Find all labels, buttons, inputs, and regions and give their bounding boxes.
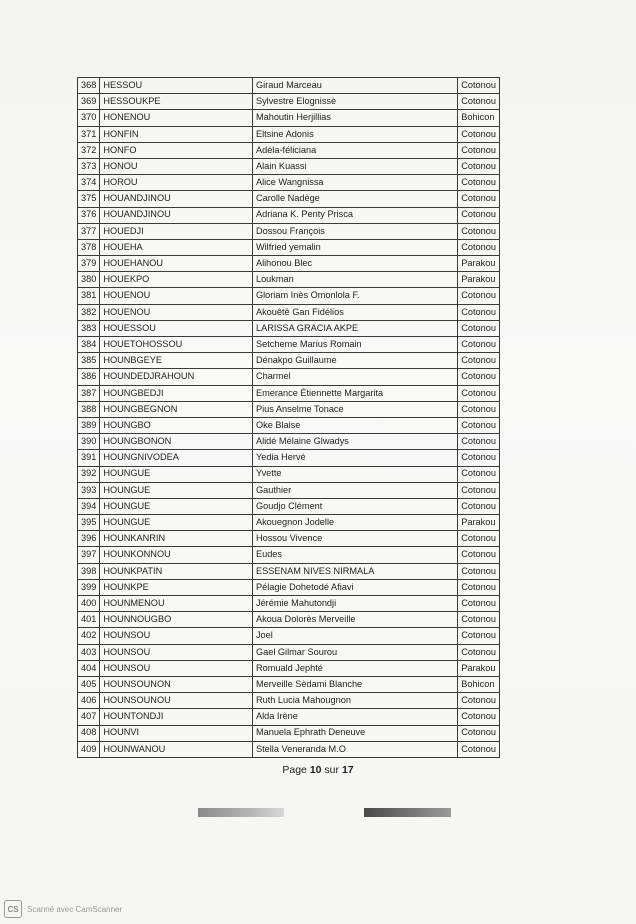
first-names-cell: Alain Kuassi <box>252 158 457 174</box>
first-names-cell: Akouegnon Jodelle <box>252 515 457 531</box>
table-row <box>78 385 500 401</box>
first-names-cell: Dénakpo Guillaume <box>252 353 457 369</box>
table-row <box>78 547 500 563</box>
last-name-cell: HESSOUKPE <box>100 94 253 110</box>
city-cell: Cotonou <box>458 385 500 401</box>
row-number-cell: 403 <box>78 644 100 660</box>
first-names-cell: Romuald Jephté <box>252 660 457 676</box>
first-names-cell: LARISSA GRACIA AKPE <box>252 320 457 336</box>
row-number-cell: 392 <box>78 466 100 482</box>
first-names-cell: Carolle Nadège <box>252 191 457 207</box>
first-names-cell: Alice Wangnissa <box>252 175 457 191</box>
first-names-cell: Gauthier <box>252 482 457 498</box>
table-row <box>78 676 500 692</box>
row-number-cell: 374 <box>78 175 100 191</box>
table-row <box>78 94 500 110</box>
first-names-cell: Loukman <box>252 272 457 288</box>
first-names-cell: Yedia Hervé <box>252 450 457 466</box>
last-name-cell: HOUNGUE <box>100 466 253 482</box>
row-number-cell: 404 <box>78 660 100 676</box>
city-cell: Cotonou <box>458 612 500 628</box>
row-number-cell: 405 <box>78 676 100 692</box>
first-names-cell: Eudes <box>252 547 457 563</box>
camscanner-logo-icon: CS <box>4 900 22 918</box>
table-row <box>78 320 500 336</box>
city-cell: Cotonou <box>458 644 500 660</box>
row-number-cell: 379 <box>78 256 100 272</box>
table-row <box>78 434 500 450</box>
table-row <box>78 78 500 94</box>
row-number-cell: 381 <box>78 288 100 304</box>
name-list-table <box>77 77 500 758</box>
table-row <box>78 498 500 514</box>
row-number-cell: 377 <box>78 223 100 239</box>
row-number-cell: 373 <box>78 158 100 174</box>
last-name-cell: HOROU <box>100 175 253 191</box>
first-names-cell: Hossou Vivence <box>252 531 457 547</box>
table-row <box>78 158 500 174</box>
last-name-cell: HOUNTONDJI <box>100 709 253 725</box>
last-name-cell: HOUENOU <box>100 288 253 304</box>
row-number-cell: 384 <box>78 337 100 353</box>
last-name-cell: HOUEKPO <box>100 272 253 288</box>
first-names-cell: Akoua Dolorès Merveille <box>252 612 457 628</box>
row-number-cell: 369 <box>78 94 100 110</box>
last-name-cell: HOUNGNIVODEA <box>100 450 253 466</box>
table-row <box>78 660 500 676</box>
first-names-cell: Gael Gilmar Sourou <box>252 644 457 660</box>
table-row <box>78 369 500 385</box>
table-row <box>78 531 500 547</box>
first-names-cell: Yvette <box>252 466 457 482</box>
city-cell: Bohicon <box>458 110 500 126</box>
row-number-cell: 393 <box>78 482 100 498</box>
row-number-cell: 368 <box>78 78 100 94</box>
last-name-cell: HOUEHA <box>100 239 253 255</box>
last-name-cell: HOUNGUE <box>100 515 253 531</box>
row-number-cell: 386 <box>78 369 100 385</box>
last-name-cell: HOUNNOUGBO <box>100 612 253 628</box>
first-names-cell: Manuela Ephrath Deneuve <box>252 725 457 741</box>
row-number-cell: 395 <box>78 515 100 531</box>
city-cell: Parakou <box>458 660 500 676</box>
last-name-cell: HESSOU <box>100 78 253 94</box>
row-number-cell: 396 <box>78 531 100 547</box>
last-name-cell: HOUNMENOU <box>100 596 253 612</box>
city-cell: Cotonou <box>458 725 500 741</box>
first-names-cell: Pélagie Dohetodé Afiavi <box>252 579 457 595</box>
last-name-cell: HOUNVI <box>100 725 253 741</box>
camscanner-text: Scanné avec CamScanner <box>27 904 123 914</box>
table-row <box>78 272 500 288</box>
table-row <box>78 110 500 126</box>
row-number-cell: 378 <box>78 239 100 255</box>
city-cell: Cotonou <box>458 142 500 158</box>
table-row <box>78 337 500 353</box>
city-cell: Cotonou <box>458 175 500 191</box>
first-names-cell: Joel <box>252 628 457 644</box>
row-number-cell: 376 <box>78 207 100 223</box>
table-row <box>78 223 500 239</box>
first-names-cell: Dossou François <box>252 223 457 239</box>
first-names-cell: Pius Anselme Tonace <box>252 401 457 417</box>
last-name-cell: HOUNBGEYE <box>100 353 253 369</box>
row-number-cell: 400 <box>78 596 100 612</box>
row-number-cell: 408 <box>78 725 100 741</box>
last-name-cell: HOUNSOUNOU <box>100 693 253 709</box>
first-names-cell: Adriana K. Penty Prisca <box>252 207 457 223</box>
city-cell: Cotonou <box>458 466 500 482</box>
city-cell: Cotonou <box>458 158 500 174</box>
row-number-cell: 389 <box>78 417 100 433</box>
city-cell: Cotonou <box>458 337 500 353</box>
city-cell: Cotonou <box>458 498 500 514</box>
scan-mark-left <box>198 808 284 817</box>
last-name-cell: HONENOU <box>100 110 253 126</box>
city-cell: Cotonou <box>458 401 500 417</box>
last-name-cell: HOUNKPE <box>100 579 253 595</box>
first-names-cell: Charmel <box>252 369 457 385</box>
first-names-cell: ESSENAM NIVES NIRMALA <box>252 563 457 579</box>
city-cell: Cotonou <box>458 709 500 725</box>
last-name-cell: HOUANDJINOU <box>100 207 253 223</box>
first-names-cell: Emerance Étiennette Margarita <box>252 385 457 401</box>
table-row <box>78 466 500 482</box>
last-name-cell: HONFIN <box>100 126 253 142</box>
last-name-cell: HOUNKPATIN <box>100 563 253 579</box>
first-names-cell: Setcheme Marius Romain <box>252 337 457 353</box>
row-number-cell: 391 <box>78 450 100 466</box>
page-number <box>0 764 636 776</box>
city-cell: Cotonou <box>458 304 500 320</box>
last-name-cell: HONFO <box>100 142 253 158</box>
first-names-cell: Ruth Lucia Mahougnon <box>252 693 457 709</box>
city-cell: Cotonou <box>458 741 500 757</box>
last-name-cell: HOUNKANRIN <box>100 531 253 547</box>
first-names-cell: Merveille Sèdami Blanche <box>252 676 457 692</box>
row-number-cell: 394 <box>78 498 100 514</box>
last-name-cell: HOUNDEDJRAHOUN <box>100 369 253 385</box>
city-cell: Parakou <box>458 256 500 272</box>
last-name-cell: HOUNGUE <box>100 482 253 498</box>
row-number-cell: 398 <box>78 563 100 579</box>
row-number-cell: 383 <box>78 320 100 336</box>
table-row <box>78 482 500 498</box>
row-number-cell: 382 <box>78 304 100 320</box>
city-cell: Bohicon <box>458 676 500 692</box>
city-cell: Cotonou <box>458 191 500 207</box>
row-number-cell: 385 <box>78 353 100 369</box>
table-row <box>78 709 500 725</box>
table-row <box>78 563 500 579</box>
first-names-cell: Giraud Marceau <box>252 78 457 94</box>
row-number-cell: 387 <box>78 385 100 401</box>
city-cell: Cotonou <box>458 320 500 336</box>
city-cell: Cotonou <box>458 126 500 142</box>
page-total: 17 <box>341 764 354 776</box>
table-row <box>78 417 500 433</box>
page-separator: sur <box>324 764 340 776</box>
last-name-cell: HOUNGBEGNON <box>100 401 253 417</box>
table-row <box>78 628 500 644</box>
table-row <box>78 256 500 272</box>
row-number-cell: 372 <box>78 142 100 158</box>
city-cell: Cotonou <box>458 223 500 239</box>
page-current: 10 <box>309 764 322 776</box>
first-names-cell: Akouêtê Gan Fidélios <box>252 304 457 320</box>
last-name-cell: HOUENOU <box>100 304 253 320</box>
city-cell: Cotonou <box>458 239 500 255</box>
city-cell: Cotonou <box>458 579 500 595</box>
camscanner-footer <box>4 900 122 918</box>
row-number-cell: 401 <box>78 612 100 628</box>
table-row <box>78 288 500 304</box>
row-number-cell: 407 <box>78 709 100 725</box>
first-names-cell: Stella Veneranda M.O <box>252 741 457 757</box>
table-row <box>78 644 500 660</box>
table-row <box>78 401 500 417</box>
last-name-cell: HOUESSOU <box>100 320 253 336</box>
table-row <box>78 207 500 223</box>
table-row <box>78 612 500 628</box>
table-row <box>78 450 500 466</box>
table-row <box>78 515 500 531</box>
table-body <box>78 78 500 758</box>
row-number-cell: 402 <box>78 628 100 644</box>
row-number-cell: 409 <box>78 741 100 757</box>
row-number-cell: 388 <box>78 401 100 417</box>
first-names-cell: Alidé Mélaine Glwadys <box>252 434 457 450</box>
table-row <box>78 191 500 207</box>
row-number-cell: 390 <box>78 434 100 450</box>
first-names-cell: Alihonou Blec <box>252 256 457 272</box>
row-number-cell: 380 <box>78 272 100 288</box>
last-name-cell: HOUNGBEDJI <box>100 385 253 401</box>
city-cell: Cotonou <box>458 207 500 223</box>
last-name-cell: HOUNSOUNON <box>100 676 253 692</box>
table-row <box>78 175 500 191</box>
first-names-cell: Wilfried yemalin <box>252 239 457 255</box>
row-number-cell: 397 <box>78 547 100 563</box>
city-cell: Cotonou <box>458 596 500 612</box>
first-names-cell: Jérémie Mahutondji <box>252 596 457 612</box>
last-name-cell: HOUNWANOU <box>100 741 253 757</box>
last-name-cell: HOUNSOU <box>100 660 253 676</box>
last-name-cell: HOUANDJINOU <box>100 191 253 207</box>
city-cell: Cotonou <box>458 369 500 385</box>
last-name-cell: HOUNKONNOU <box>100 547 253 563</box>
first-names-cell: Eltsine Adonis <box>252 126 457 142</box>
city-cell: Cotonou <box>458 693 500 709</box>
last-name-cell: HONOU <box>100 158 253 174</box>
table-row <box>78 579 500 595</box>
row-number-cell: 375 <box>78 191 100 207</box>
city-cell: Cotonou <box>458 531 500 547</box>
table-row <box>78 239 500 255</box>
last-name-cell: HOUNGBONON <box>100 434 253 450</box>
table-row <box>78 741 500 757</box>
table-row <box>78 126 500 142</box>
city-cell: Parakou <box>458 272 500 288</box>
row-number-cell: 406 <box>78 693 100 709</box>
row-number-cell: 371 <box>78 126 100 142</box>
first-names-cell: Adéla-féliciana <box>252 142 457 158</box>
city-cell: Cotonou <box>458 417 500 433</box>
city-cell: Cotonou <box>458 94 500 110</box>
table-row <box>78 304 500 320</box>
scan-mark-right <box>364 808 451 817</box>
city-cell: Cotonou <box>458 450 500 466</box>
last-name-cell: HOUNSOU <box>100 644 253 660</box>
page-prefix: Page <box>282 764 307 776</box>
row-number-cell: 399 <box>78 579 100 595</box>
city-cell: Cotonou <box>458 78 500 94</box>
table-row <box>78 353 500 369</box>
first-names-cell: Oke Blaise <box>252 417 457 433</box>
city-cell: Cotonou <box>458 547 500 563</box>
table-row <box>78 142 500 158</box>
city-cell: Parakou <box>458 515 500 531</box>
city-cell: Cotonou <box>458 353 500 369</box>
last-name-cell: HOUNGUE <box>100 498 253 514</box>
city-cell: Cotonou <box>458 628 500 644</box>
city-cell: Cotonou <box>458 482 500 498</box>
city-cell: Cotonou <box>458 288 500 304</box>
first-names-cell: Gloriam Inès Omonlola F. <box>252 288 457 304</box>
first-names-cell: Alda Irène <box>252 709 457 725</box>
last-name-cell: HOUETOHOSSOU <box>100 337 253 353</box>
row-number-cell: 370 <box>78 110 100 126</box>
first-names-cell: Sylvestre Elognissè <box>252 94 457 110</box>
first-names-cell: Goudjo Clément <box>252 498 457 514</box>
last-name-cell: HOUEDJI <box>100 223 253 239</box>
table-row <box>78 596 500 612</box>
last-name-cell: HOUEHANOU <box>100 256 253 272</box>
first-names-cell: Mahoutin Herjillias <box>252 110 457 126</box>
city-cell: Cotonou <box>458 563 500 579</box>
last-name-cell: HOUNGBO <box>100 417 253 433</box>
table-row <box>78 725 500 741</box>
last-name-cell: HOUNSOU <box>100 628 253 644</box>
table-row <box>78 693 500 709</box>
city-cell: Cotonou <box>458 434 500 450</box>
